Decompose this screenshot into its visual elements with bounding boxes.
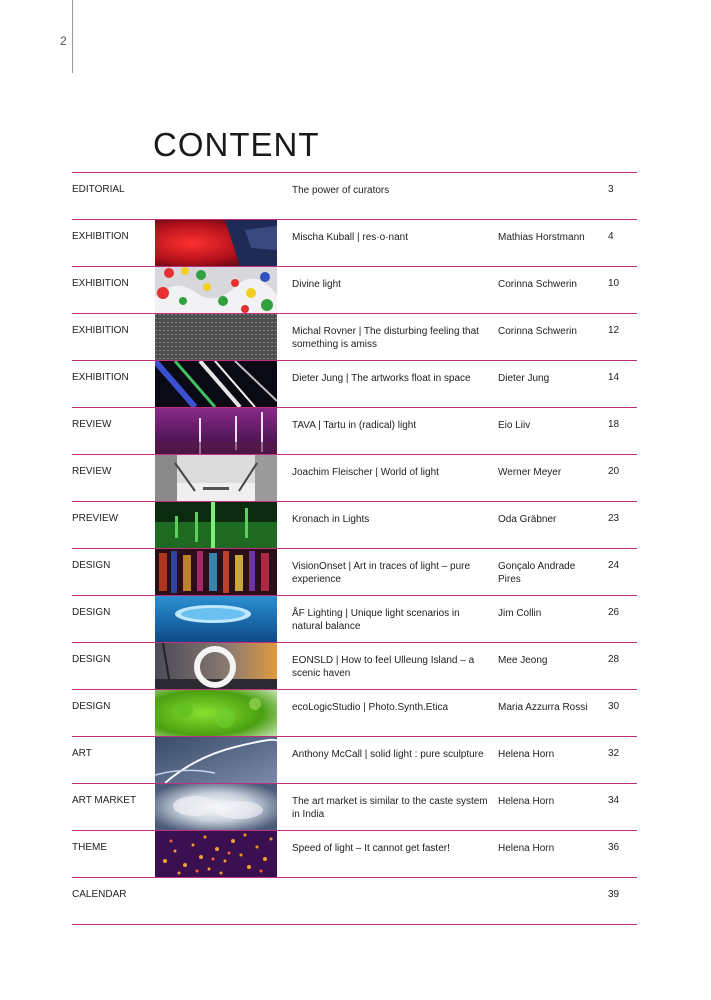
toc-row[interactable] (72, 219, 637, 266)
toc-page: 20 (608, 466, 620, 477)
toc-row[interactable] (72, 313, 637, 360)
toc-title: The art market is similar to the caste system in India (292, 796, 488, 820)
toc-category: PREVIEW (72, 513, 119, 524)
toc-page: 39 (608, 889, 620, 900)
toc-author: Helena Horn (498, 749, 555, 760)
toc-row[interactable] (72, 783, 637, 830)
toc-page: 14 (608, 372, 620, 383)
thumbnail-blue-light-oval (155, 596, 277, 642)
toc-title: Joachim Fleischer | World of light (292, 467, 439, 478)
toc-row[interactable] (72, 454, 637, 501)
toc-category: DESIGN (72, 607, 111, 618)
toc-author: Corinna Schwerin (498, 279, 577, 290)
thumbnail-green-algae-texture (155, 690, 277, 736)
toc-category: EXHIBITION (72, 325, 129, 336)
toc-category: THEME (72, 842, 107, 853)
thumbnail-colorful-light-traces (155, 549, 277, 595)
toc-title: ecoLogicStudio | Photo.Synth.Etica (292, 702, 449, 713)
toc-row[interactable] (72, 407, 637, 454)
toc-category: REVIEW (72, 466, 112, 477)
thumbnail-grey-texture-artwork (155, 314, 277, 360)
toc-author: Mathias Horstmann (498, 232, 585, 243)
toc-row-editorial[interactable] (72, 172, 637, 219)
toc-row[interactable] (72, 595, 637, 642)
thumbnail-red-light-installation (155, 220, 277, 266)
toc-page: 23 (608, 513, 620, 524)
toc-title: Divine light (292, 279, 341, 290)
thumbnail-green-light-field (155, 502, 277, 548)
toc-page: 30 (608, 701, 620, 712)
toc-author: Eio Liiv (498, 420, 531, 431)
toc-page: 24 (608, 560, 620, 571)
toc-title: TAVA | Tartu in (radical) light (292, 420, 417, 431)
toc-title: Speed of light – It cannot get faster! (292, 843, 450, 854)
thumbnail-ring-sculpture-sunset (155, 643, 277, 689)
toc-title: EONSLD | How to feel Ulleung Island – a scenic haven (292, 655, 475, 679)
toc-category: DESIGN (72, 701, 111, 712)
toc-row-calendar[interactable] (72, 877, 637, 925)
toc-page: 3 (608, 184, 614, 195)
toc-page: 36 (608, 842, 620, 853)
table-of-contents (72, 172, 637, 925)
toc-row[interactable] (72, 266, 637, 313)
toc-author: Helena Horn (498, 843, 555, 854)
toc-author: Werner Meyer (498, 467, 562, 478)
thumbnail-white-gallery-installation (155, 455, 277, 501)
toc-category: EXHIBITION (72, 372, 129, 383)
toc-row[interactable] (72, 360, 637, 407)
toc-title: Mischa Kuball | res·o·nant (292, 232, 408, 243)
page-title: CONTENT (153, 126, 320, 164)
toc-page: 28 (608, 654, 620, 665)
toc-page: 34 (608, 795, 620, 806)
thumbnail-cloudy-light-sky (155, 784, 277, 830)
thumbnail-light-beams-artwork (155, 361, 277, 407)
page-number: 2 (60, 34, 67, 48)
toc-category: EXHIBITION (72, 278, 129, 289)
toc-category: EXHIBITION (72, 231, 129, 242)
toc-author: Helena Horn (498, 796, 555, 807)
toc-category: REVIEW (72, 419, 112, 430)
toc-row[interactable] (72, 830, 637, 877)
toc-row[interactable] (72, 642, 637, 689)
toc-author: Jim Collin (498, 608, 542, 619)
thumbnail-solid-light-sculpture (155, 737, 277, 783)
vertical-rule (72, 0, 73, 73)
toc-author: Mee Jeong (498, 655, 548, 666)
toc-author: Gonçalo Andrade Pires (498, 561, 576, 585)
toc-page: 10 (608, 278, 620, 289)
toc-author: Maria Azzurra Rossi (498, 702, 588, 713)
toc-title: Michal Rovner | The disturbing feeling that something is amiss (292, 326, 479, 350)
toc-category: ART MARKET (72, 795, 137, 806)
toc-author: Corinna Schwerin (498, 326, 577, 337)
thumbnail-bokeh-lights (155, 831, 277, 877)
toc-category: EDITORIAL (72, 184, 125, 195)
toc-category: DESIGN (72, 654, 111, 665)
toc-title: Dieter Jung | The artworks float in space (292, 373, 471, 384)
toc-category: DESIGN (72, 560, 111, 571)
toc-title: VisionOnset | Art in traces of light – pure experience (292, 561, 471, 585)
toc-page: 26 (608, 607, 620, 618)
toc-page: 18 (608, 419, 620, 430)
toc-page: 4 (608, 231, 614, 242)
thumbnail-colored-dots-artwork (155, 267, 277, 313)
toc-category: CALENDAR (72, 889, 127, 900)
toc-title: The power of curators (292, 185, 390, 196)
toc-author: Oda Gräbner (498, 514, 557, 525)
toc-category: ART (72, 748, 92, 759)
toc-row[interactable] (72, 689, 637, 736)
toc-row[interactable] (72, 501, 637, 548)
toc-row[interactable] (72, 736, 637, 783)
toc-page: 32 (608, 748, 620, 759)
toc-author: Dieter Jung (498, 373, 550, 384)
toc-title: Anthony McCall | solid light : pure sculpture (292, 749, 484, 760)
toc-row[interactable] (72, 548, 637, 595)
toc-title: Kronach in Lights (292, 514, 370, 525)
toc-page: 12 (608, 325, 620, 336)
thumbnail-purple-light-room (155, 408, 277, 454)
toc-title: ÅF Lighting | Unique light scenarios in natural balance (292, 608, 460, 632)
